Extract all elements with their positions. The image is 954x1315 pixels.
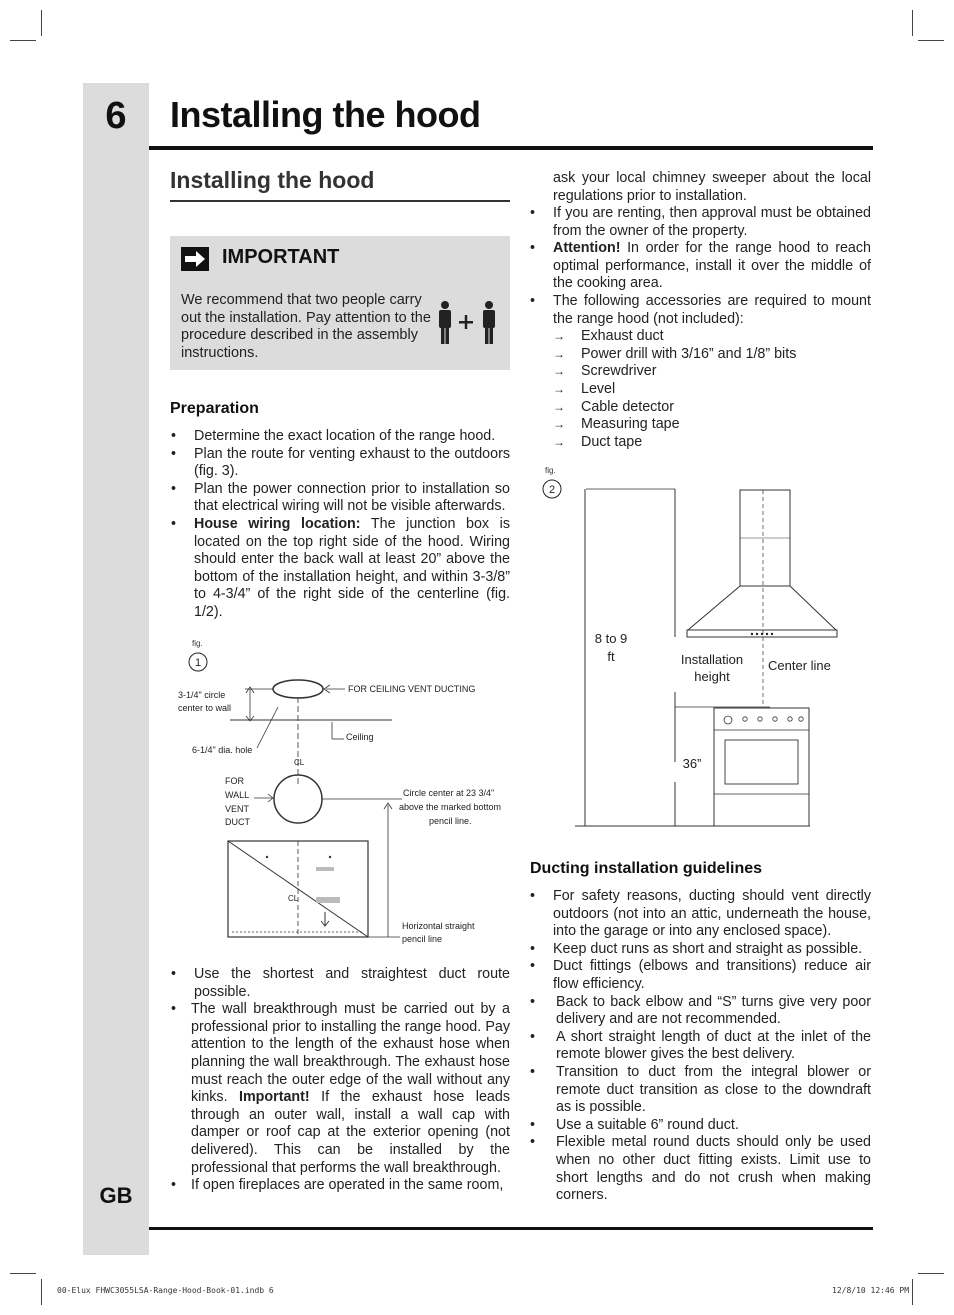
crop-mark [41, 1279, 42, 1305]
ducting-heading: Ducting installation guidelines [530, 860, 763, 877]
duct-route-list [170, 966, 510, 1195]
crop-mark [10, 40, 36, 41]
list-item: • Back to back elbow and “S” turns give very poor delivery and are not recommended. [529, 994, 871, 1029]
list-item: • Transition to duct from the integral blower or remote duct transition as close to the downdraft as is possible. [529, 1064, 871, 1117]
list-item: • Duct fittings (elbows and transitions) reduce air flow efficiency. [529, 958, 871, 993]
footer-rule [149, 1227, 873, 1230]
crop-mark [10, 1273, 36, 1274]
preparation-list [170, 428, 510, 622]
list-item: • Use a suitable 6” round duct. [529, 1117, 871, 1135]
list-item: • The wall breakthrough must be carried out by a professional prior to installing the range hood. Pay attention to the length of the exhaust hose when planning the wall breakthrough. The exhaust hose must reach the outer edge of the wall without any kinks. Important! If the exhaust hose leads through an outer wall, install a wall cap with damper or roof cap at the exterior opening (not delivered). This can be installed by the professional that performs the wall breakthrough. [170, 1001, 510, 1177]
accessory-item: → Level [553, 381, 871, 399]
figure-2-diagram [530, 462, 875, 832]
figure-1-diagram [170, 635, 515, 947]
height-range-label: 8 to 9 [594, 631, 628, 646]
accessory-item: → Duct tape [553, 434, 871, 452]
list-item: • Plan the route for venting exhaust to the outdoors (fig. 3). [170, 446, 510, 481]
accessory-item: → Screwdriver [553, 363, 871, 381]
wall-vent-label: FOR [225, 776, 244, 786]
list-item: • Attention! In order for the range hood to reach optimal performance, install it over the middle of the cooking area. [529, 240, 871, 293]
chapter-number: 6 [105, 95, 127, 137]
fig-label: fig. [545, 466, 556, 475]
requirements-list [529, 205, 871, 451]
list-item: • If you are renting, then approval must be obtained from the owner of the property. [529, 205, 871, 240]
list-item: • If open fireplaces are operated in the same room, [170, 1177, 510, 1195]
fig-label: fig. [192, 639, 203, 648]
stove-height-label: 36” [682, 756, 702, 771]
chapter-sidebar [83, 83, 149, 1255]
circle-center-note: pencil line. [429, 816, 472, 826]
list-item: • Use the shortest and straightest duct route possible. [170, 966, 510, 1001]
important-label: IMPORTANT [222, 246, 340, 268]
crop-mark [918, 1273, 944, 1274]
fig-number: 1 [194, 657, 202, 669]
height-range-label: ft [607, 649, 615, 664]
list-item: • A short straight length of duct at the inlet of the remote blower gives the best delivery. [529, 1029, 871, 1064]
horizontal-line-label: Horizontal straight [402, 921, 475, 931]
accessory-item: → Exhaust duct [553, 328, 871, 346]
language-tab: GB [99, 1183, 133, 1208]
crop-mark [912, 10, 913, 36]
list-item: • Plan the power connection prior to installation so that electrical wiring will not be visible afterwards. [170, 481, 510, 516]
list-item: • For safety reasons, ducting should vent directly outdoors (not into an attic, underneath the house, into the garage or into any enclosed space). [529, 888, 871, 941]
header-rule [149, 146, 873, 150]
accessory-item: → Cable detector [553, 399, 871, 417]
circle-center-note: Circle center at 23 3/4" [403, 788, 495, 798]
ceiling-label: Ceiling [346, 732, 374, 742]
accessory-item: → Measuring tape [553, 416, 871, 434]
fig-number: 2 [548, 484, 556, 496]
section-title: Installing the hood [170, 167, 375, 193]
crop-mark [918, 40, 944, 41]
two-people-icon [435, 300, 505, 346]
ceiling-vent-label: FOR CEILING VENT DUCTING [348, 684, 476, 694]
hole-label: 6-1/4" dia. hole [192, 745, 253, 755]
accessories-list [553, 328, 871, 451]
crop-mark [41, 10, 42, 36]
centerline-label: CL [288, 894, 299, 903]
important-box [170, 236, 510, 370]
footer-date: 12/8/10 12:46 PM [832, 1286, 910, 1295]
wall-vent-label: DUCT [225, 817, 250, 827]
arrow-right-icon [181, 247, 209, 271]
list-item: • The following accessories are required to mount the range hood (not included): → Exhaust duct → Power drill with 3/16” and 1/8” bits → Screwdriver → Level → Cable detector → Measuring tape → Duct tape [529, 293, 871, 451]
fireplaces-continuation: ask your local chimney sweeper about the local regulations prior to installation. [553, 170, 871, 204]
list-item: • Determine the exact location of the range hood. [170, 428, 510, 446]
list-item: • Flexible metal round ducts should only be used when no other duct fitting exists. Limit use to short lengths and do not crush when making corners. [529, 1134, 871, 1204]
ducting-list [529, 888, 871, 1205]
horizontal-line-label: pencil line [402, 934, 443, 944]
centerline-label: CL [294, 758, 305, 767]
section-rule [170, 200, 510, 202]
list-item: • House wiring location: The junction box is located on the top right side of the hood. Wiring should enter the back wall at least 20” above the bottom of the installation height, and within 3-3/8” to 4-3/4” of the right side of the centerline (fig. 1/2). [170, 516, 510, 622]
crop-mark [912, 1279, 913, 1305]
page-title: Installing the hood [170, 94, 481, 135]
circle-center-note: above the marked bottom [399, 802, 502, 812]
important-text: We recommend that two people carry out the installation. Pay attention to the procedure described in the assembly instructions. [181, 292, 431, 361]
footer-filename: 00-Elux FHWC3055LSA-Range-Hood-Book-01.indb 6 [57, 1286, 274, 1295]
center-line-label: Center line [768, 658, 831, 673]
wall-vent-label: VENT [225, 804, 250, 814]
circle-center-label: center to wall [178, 703, 232, 713]
circle-center-label: 3-1/4" circle [178, 690, 226, 700]
wall-vent-label: WALL [225, 790, 250, 800]
accessory-item: → Power drill with 3/16” and 1/8” bits [553, 346, 871, 364]
installation-height-label: Installation [680, 652, 744, 667]
installation-height-label: height [694, 669, 730, 684]
list-item: • Keep duct runs as short and straight as possible. [529, 941, 871, 959]
preparation-heading: Preparation [170, 400, 259, 417]
